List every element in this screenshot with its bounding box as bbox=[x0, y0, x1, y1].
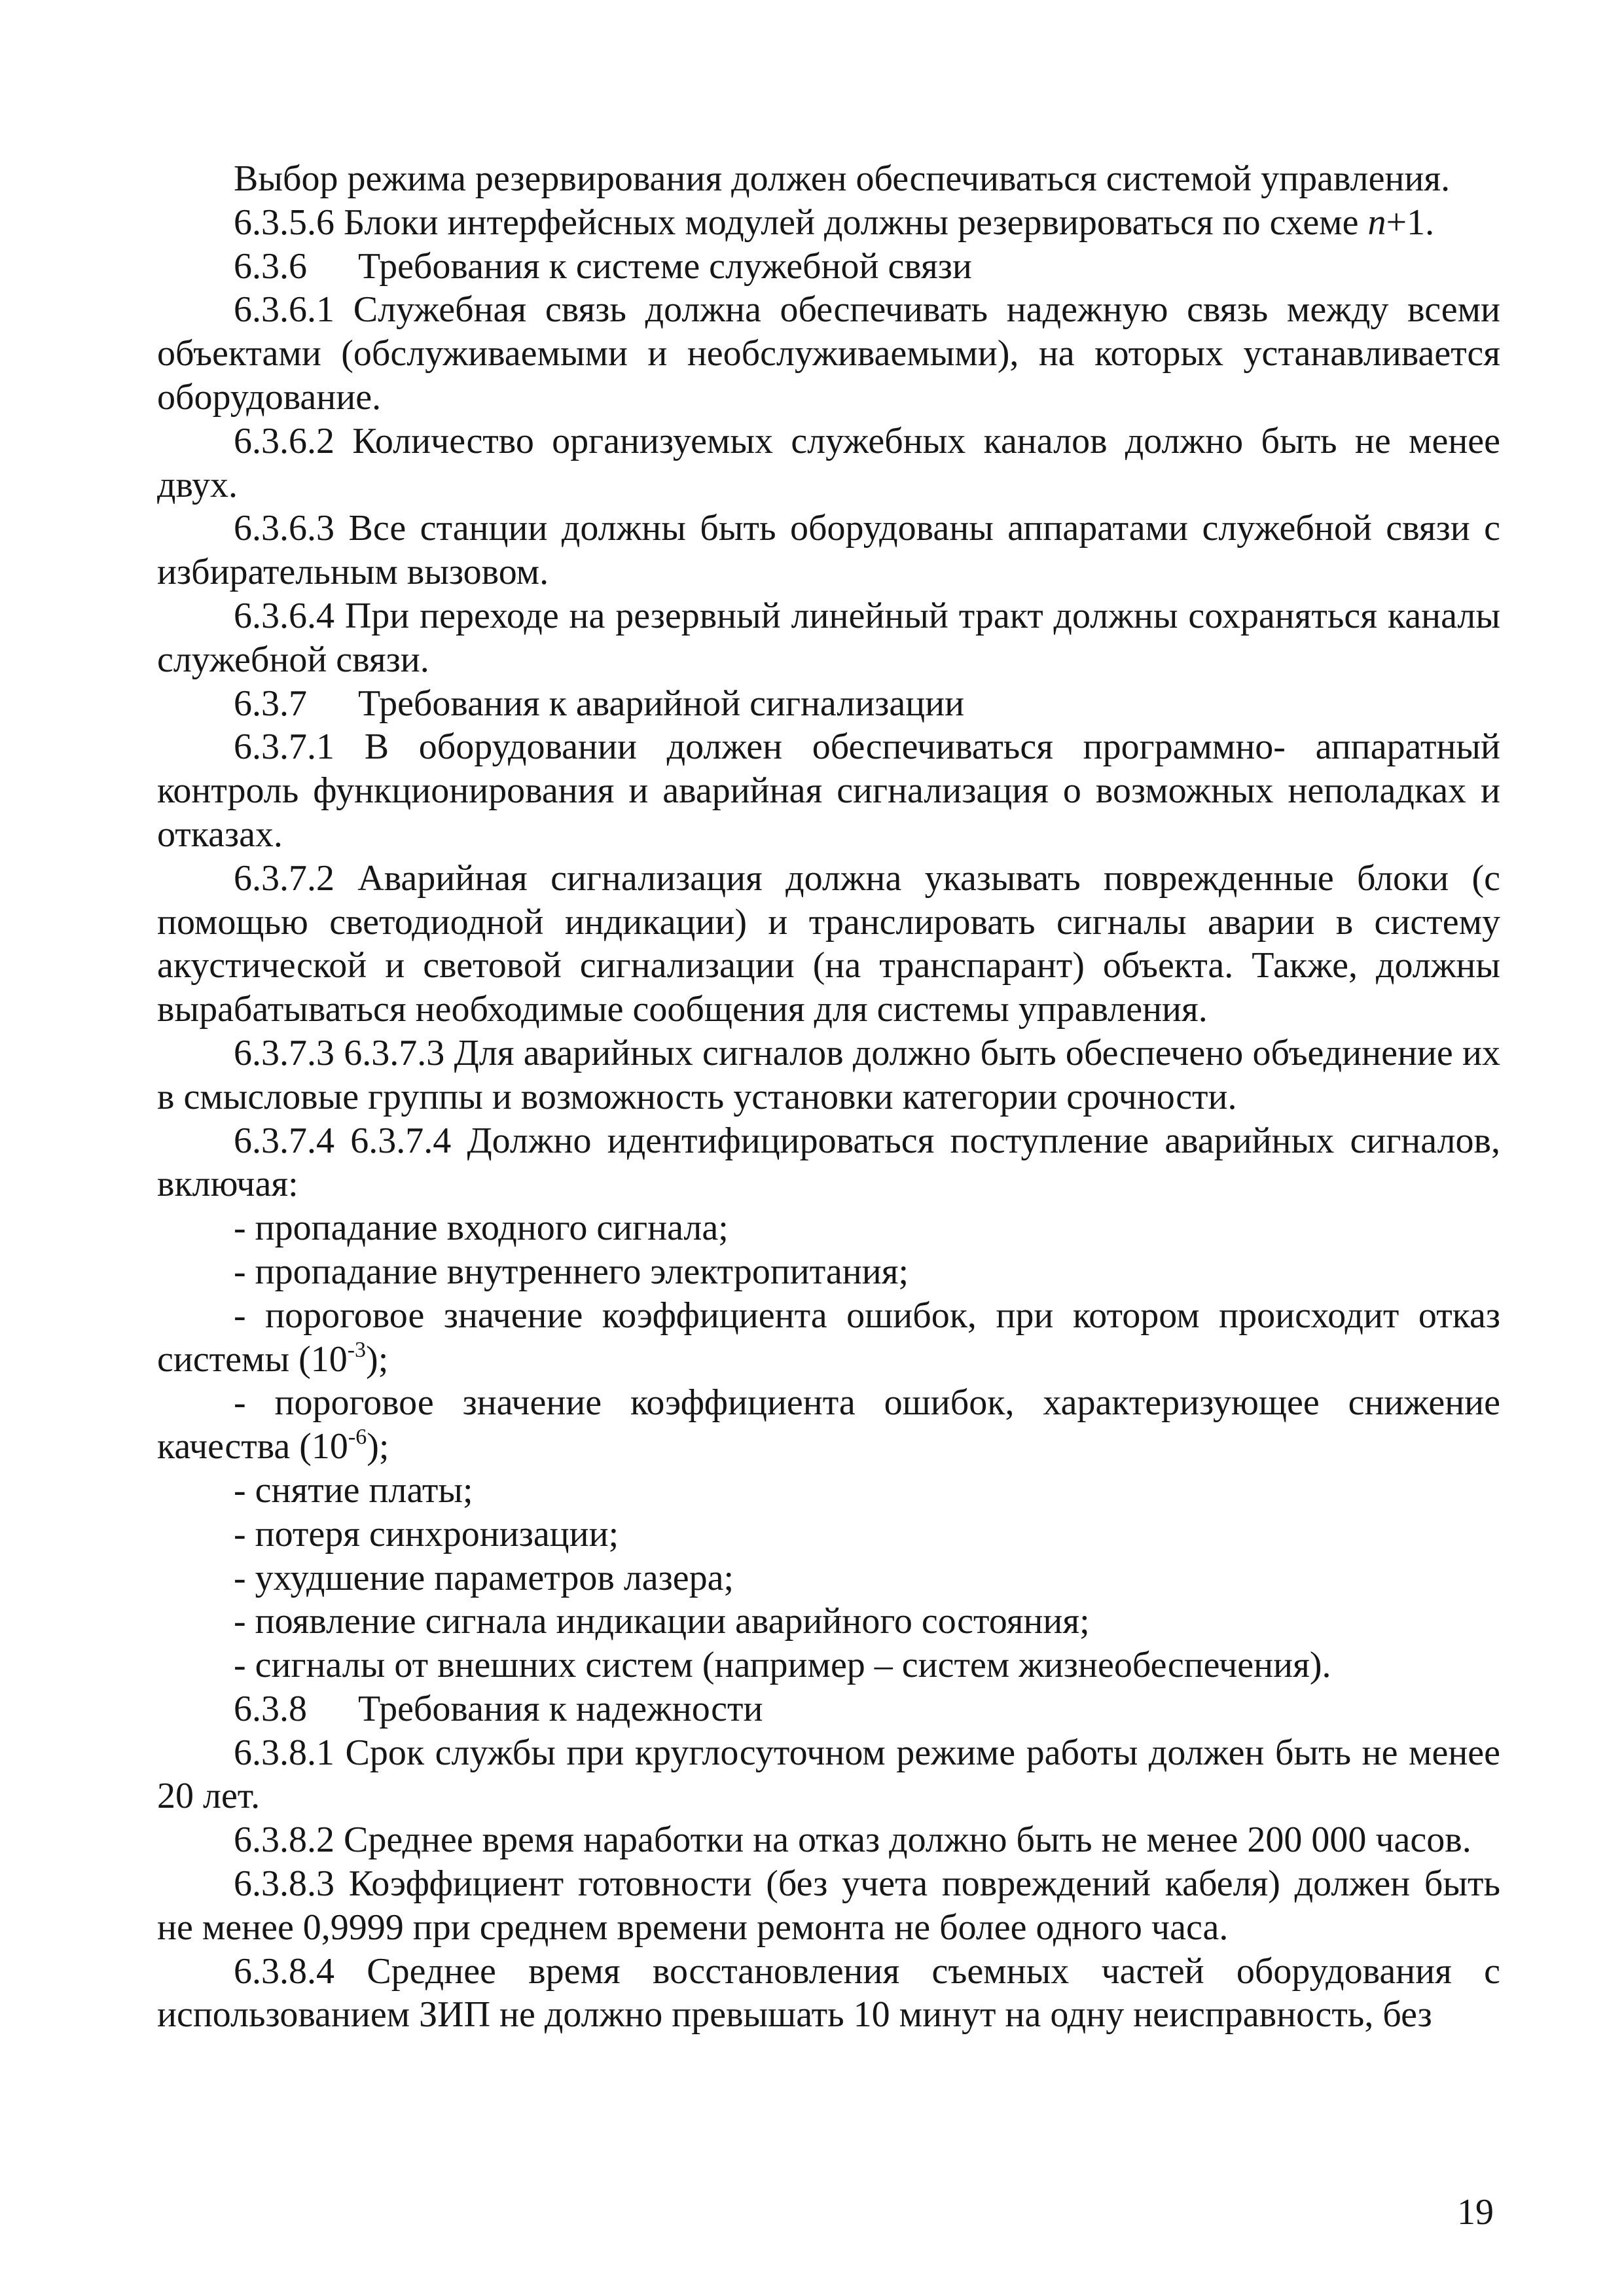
paragraph-6-3-8-3: 6.3.8.3 Коэффициент готовности (без учета повреждений кабеля) должен быть не менее 0,9999 при среднем времени ремонта не более одного часа. bbox=[157, 1863, 1500, 1948]
paragraph-6-3-8-2: 6.3.8.2 Среднее время наработки на отказ должно быть не менее 200 000 часов. bbox=[234, 1820, 1471, 1861]
list-item-text: - пороговое значение коэффициента ошибок, характеризующее снижение качества (10 bbox=[157, 1382, 1500, 1467]
paragraph-6-3-5-6 bbox=[157, 201, 1500, 245]
list-item: - пропадание входного сигнала; bbox=[234, 1208, 729, 1249]
heading-text: Требования к системе служебной связи bbox=[358, 245, 972, 287]
heading-text: Требования к надежности bbox=[358, 1688, 763, 1729]
heading-number: 6.3.8 bbox=[234, 1688, 307, 1729]
superscript: -3 bbox=[347, 1337, 367, 1362]
list-item: - ухудшение параметров лазера; bbox=[234, 1557, 734, 1598]
heading-6-3-7 bbox=[157, 682, 1500, 726]
page-number: 19 bbox=[1457, 2192, 1494, 2233]
paragraph-6-3-6-4: 6.3.6.4 При переходе на резервный линейный тракт должны сохраняться каналы служебной связи. bbox=[157, 595, 1500, 680]
paragraph-6-3-6-2: 6.3.6.2 Количество организуемых служебных каналов должно быть не менее двух. bbox=[157, 420, 1500, 505]
list-item: - сигналы от внешних систем (например – систем жизнеобеспечения). bbox=[234, 1645, 1331, 1686]
heading-number: 6.3.7 bbox=[234, 683, 307, 724]
variable-n: n bbox=[1367, 202, 1386, 243]
list-item: - появление сигнала индикации аварийного состояния; bbox=[234, 1601, 1090, 1642]
paragraph-6-3-8-1: 6.3.8.1 Срок службы при круглосуточном режиме работы должен быть не менее 20 лет. bbox=[157, 1732, 1500, 1817]
list-item: - пропадание внутреннего электропитания; bbox=[234, 1251, 909, 1292]
paragraph-text: +1. bbox=[1386, 202, 1435, 243]
paragraph-6-3-8-4: 6.3.8.4 Среднее время восстановления съемных частей оборудования с использованием ЗИП не должно превышать 10 минут на одну неисправность, без bbox=[157, 1950, 1500, 2036]
paragraph-6-3-6-3: 6.3.6.3 Все станции должны быть оборудованы аппаратами служебной связи с избирательным вызовом. bbox=[157, 508, 1500, 593]
list-item bbox=[157, 1294, 1500, 1382]
list-item-text: ); bbox=[366, 1338, 389, 1380]
paragraph-6-3-6-1: 6.3.6.1 Служебная связь должна обеспечивать надежную связь между всеми объектами (обслуживаемыми и необслуживаемыми), на которых устанавливается оборудование. bbox=[157, 289, 1500, 418]
heading-6-3-8 bbox=[157, 1687, 1500, 1731]
paragraph-6-3-7-1: 6.3.7.1 В оборудовании должен обеспечиваться программно- аппаратный контроль функционирования и аварийная сигнализация о возможных неполадках и отказах. bbox=[157, 726, 1500, 855]
paragraph-6-3-7-2: 6.3.7.2 Аварийная сигнализация должна указывать поврежденные блоки (с помощью светодиодной индикации) и транслировать сигналы аварии в систему акустической и световой сигнализации (на транспарант) объекта. Также, должны вырабатываться необходимые сообщения для системы управления. bbox=[157, 857, 1500, 1030]
paragraph-6-3-7-4: 6.3.7.4 6.3.7.4 Должно идентифицироваться поступление аварийных сигналов, включая: bbox=[157, 1120, 1500, 1205]
heading-text: Требования к аварийной сигнализации bbox=[358, 683, 965, 724]
list-item bbox=[157, 1381, 1500, 1469]
heading-number: 6.3.6 bbox=[234, 245, 307, 287]
alarm-list bbox=[157, 1206, 1500, 1687]
superscript: -6 bbox=[348, 1425, 367, 1450]
heading-6-3-6 bbox=[157, 245, 1500, 289]
list-item: - снятие платы; bbox=[234, 1469, 473, 1511]
paragraph: Выбор режима резервирования должен обеспечиваться системой управления. bbox=[234, 158, 1451, 199]
list-item: - потеря синхронизации; bbox=[234, 1513, 619, 1554]
paragraph-text: 6.3.5.6 Блоки интерфейсных модулей должны резервироваться по схеме bbox=[234, 202, 1368, 243]
document-page bbox=[157, 157, 1500, 2037]
list-item-text: - пороговое значение коэффициента ошибок, при котором происходит отказ системы (10 bbox=[157, 1295, 1500, 1380]
list-item-text: ); bbox=[367, 1426, 389, 1467]
paragraph-6-3-7-3: 6.3.7.3 6.3.7.3 Для аварийных сигналов должно быть обеспечено объединение их в смысловые группы и возможность установки категории срочности. bbox=[157, 1032, 1500, 1117]
